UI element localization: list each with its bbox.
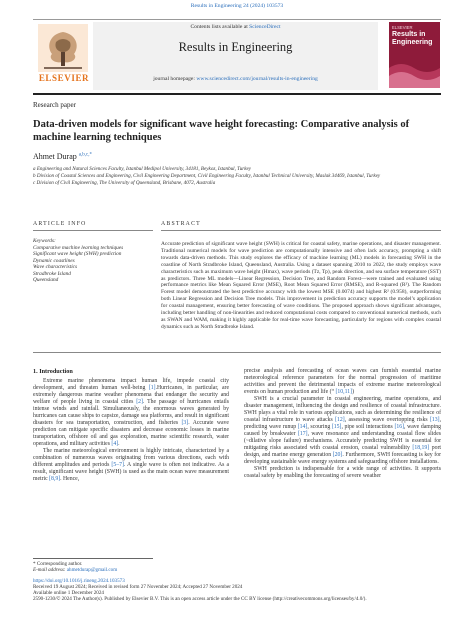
- citation-link[interactable]: [20]: [332, 452, 343, 458]
- doi-link[interactable]: https://doi.org/10.1016/j.rineng.2024.103573: [33, 577, 125, 584]
- intro-paragraph-2: [33, 448, 229, 483]
- homepage-prefix: journal homepage:: [153, 76, 195, 82]
- abstract-rule: [161, 230, 441, 231]
- affiliation-b: b Division of Coastal Sciences and Engineering, Civil Engineering Department, Civil Engineering Faculty, Istanbul Technical University, Maslak 34469, Istanbul, Turkey: [33, 173, 381, 179]
- article-info-heading: ARTICLE INFO: [33, 221, 87, 227]
- author-line: [33, 152, 92, 161]
- text-run: .: [118, 441, 120, 447]
- abstract-heading: ABSTRACT: [161, 221, 201, 227]
- text-run: port design, and marine energy generation: [244, 445, 441, 458]
- citation-link[interactable]: [15]: [331, 424, 342, 430]
- article-type: Research paper: [33, 101, 76, 109]
- text-run: ): [352, 389, 354, 395]
- text-run: .Hurricanes, in particular, are extremely dangerous marine weather phenomena that endanger the security and welfare of people living in coastal cities: [33, 385, 229, 405]
- text-run: precise analysis and forecasting of ocean waves can furnish essential marine meteorological reference parameters for the normal progression of maritime activities and prevent the detrimental impacts of extreme marine meteorological events on human production and life (“: [244, 368, 441, 395]
- email-link[interactable]: ahmetdurap@gmail.com: [66, 567, 118, 574]
- received-dates: Received 19 August 2024; Received in revised form 27 November 2024; Accepted 27 November 2024: [33, 583, 243, 590]
- text-run: The marine meteorological environment is highly intricate, characterized by a combination of numerous waves originating from various directions, each with different amplitudes and periods: [33, 448, 229, 468]
- abstract-text: Accurate prediction of significant wave height (SWH) is critical for coastal safety, marine operations, and disaster management. Traditional numerical models for wave prediction are computationally intensive and often lack accuracy, prompting a shift towards data-driven methods. This study explores the efficacy of machine learning (ML) models in forecasting SWH in the coastline of North Stradbroke Island, Queensland, Australia. Using a dataset spanning 2010 to 2022, the study employs wave characteristics such as maximum wave height (Hmax), wave periods (Tz, Tp), peak direction, and sea surface temperature (SST) as predictors. Three ML models—Linear Regression, Decision Tree, and Random Forest—were trained and evaluated using performance metrics like Mean Squared Error (MSE), Root Mean Squared Error (RMSE), and R-squared (R²). The Random Forest model demonstrated the best predictive accuracy with the lowest MSE (0.0074) and highest R² (0.958), outperforming both Linear Regression and Decision Tree models. This improvement in prediction accuracy supports the model’s application for coastal management, ensuring better forecasting of wave conditions. The proposed approach shows significant advantages, including better handling of non-linearities and reduced computational costs compared to conventional numerical methods, such as SWAN and WAM, making it highly applicable for real-time wave forecasting, particularly for regions with complex coastal dynamics such as North Stradbroke Island.: [161, 241, 441, 330]
- text-run: , predicting wave runup: [244, 417, 441, 430]
- article-info-rule: [33, 230, 153, 231]
- intro-paragraph-4: SWH prediction is indispensable for a wide range of activities. It supports coastal safety by enabling the forecasting of severe weather: [244, 466, 441, 479]
- citation-link[interactable]: [18,19]: [412, 445, 430, 451]
- intro-paragraph-3: [244, 396, 441, 466]
- text-run: , scouring: [307, 424, 332, 430]
- email-label: E-mail address:: [33, 567, 66, 574]
- text-run: , assessing wave overtopping risks: [344, 417, 430, 423]
- body-column-left: [33, 378, 229, 483]
- citation-link[interactable]: [2]: [136, 399, 143, 405]
- affiliation-c: c Division of Civil Engineering, The University of Queensland, Brisbane, 4072, Australia: [33, 180, 216, 186]
- citation-link[interactable]: [3]: [181, 420, 189, 426]
- corresponding-author-note: * Corresponding author.: [33, 561, 83, 567]
- intro-paragraph-cont: [244, 368, 441, 396]
- keywords-label: Keywords:: [33, 238, 56, 244]
- available-online: Available online 1 December 2024: [33, 590, 104, 597]
- keyword-item: Dynamic coastlines: [33, 257, 75, 264]
- footnotes: [33, 561, 441, 603]
- citation-link[interactable]: [14]: [297, 424, 308, 430]
- homepage-link[interactable]: www.sciencedirect.com/journal/results-in-engineering: [196, 76, 318, 82]
- text-run: . Hence,: [60, 476, 80, 482]
- footnote-rule: [33, 558, 153, 559]
- text-run: Extreme marine phenomena impact human life, impede coastal city development, and threaten human well-being: [33, 378, 229, 391]
- journal-cover[interactable]: [389, 22, 440, 88]
- journal-homepage: [93, 76, 378, 82]
- keyword-item: Stradbroke Island: [33, 270, 71, 277]
- license-line: 2590-1230/© 2024 The Author(s). Published by Elsevier B.V. This is an open access article under the CC BY license (http://creativecommons.org/licenses/by/4.0/).: [33, 596, 367, 603]
- body-column-right: [244, 368, 441, 480]
- journal-title[interactable]: Results in Engineering: [178, 40, 293, 54]
- citation-link[interactable]: [12]: [335, 417, 345, 423]
- text-run: , wave damping caused by breakwater: [244, 424, 441, 437]
- author-name[interactable]: Ahmet Durap: [33, 152, 77, 161]
- text-run: . A single wave is often not indicative. As a result, significant wave height (SWH) is used as the main ocean wave measurement metric: [33, 462, 229, 482]
- introduction-heading: 1. Introduction: [33, 368, 73, 375]
- journal-cover-waves-icon: [389, 58, 440, 88]
- abstract-end-rule: [33, 352, 441, 353]
- citation-link[interactable]: [17]: [297, 431, 308, 437]
- header-rule: [33, 93, 441, 95]
- article-title: Data-driven models for significant wave height forecasting: Comparative analysis of machine learning techniques: [33, 119, 410, 143]
- keyword-item: Queensland: [33, 277, 59, 283]
- contents-prefix: Contents lists available at: [190, 24, 248, 30]
- text-run: , pipe soil interactions: [341, 424, 395, 430]
- text-run: , wave resonance and understanding coastal flow slides (~dilative slope failure) mechanisms. Accurately predicting SWH is essential for mitigating risks associated with coastal erosion, coastal vulnerability: [244, 431, 441, 451]
- keywords-list: [33, 238, 153, 284]
- publisher-name: ELSEVIER: [38, 73, 90, 83]
- running-head: Results in Engineering 24 (2024) 103573: [190, 3, 284, 9]
- affiliation-a: a Engineering and Natural Sciences Faculty, Istanbul Medipol University, 34181, Beykoz, Istanbul, Turkey: [33, 166, 252, 172]
- text-run: . Accurate wave prediction can mitigate specific disasters and decrease economic losses in marine transportation, offshore oil and gas exploration, marine scientific research, water operations, and military activities: [33, 420, 229, 447]
- citation-link[interactable]: [8,9]: [49, 476, 61, 482]
- cover-title: Results in Engineering: [392, 31, 433, 46]
- citation-link[interactable]: [4]: [111, 441, 119, 447]
- sciencedirect-link[interactable]: ScienceDirect: [249, 24, 281, 30]
- keyword-item: Wave characteristics: [33, 264, 78, 270]
- text-run: . Furthermore, SWH forecasting is key for developing sustainable wave energy systems and safeguarding offshore installations.: [244, 452, 441, 465]
- text-run: . The passage of hurricanes entails intense winds and rainfall. Simultaneously, the enormous waves generated by hurricanes can cause ships to capsize, damage sea platforms, and result in significant disasters for sea transportation, construction, and fisheries: [33, 399, 230, 426]
- citation-link[interactable]: [13]: [429, 417, 440, 423]
- text-run: SWH is a crucial parameter in coastal engineering, marine operations, and disaster management, influencing the design and resilience of coastal infrastructure. SWH plays a vital role in various applications, such as determining the resilience of coastal infrastructure to wave attacks: [244, 396, 441, 423]
- citation-link[interactable]: [10,11]: [335, 389, 353, 395]
- author-affiliation-marks[interactable]: a,b,c,*: [78, 152, 92, 158]
- elsevier-tree-logo-icon: [38, 24, 88, 72]
- intro-paragraph-1: [33, 378, 229, 448]
- keyword-item: Comparative machine learning techniques: [33, 244, 124, 251]
- citation-link[interactable]: [1]: [148, 385, 156, 391]
- keyword-item: Significant wave height (SWH) prediction: [33, 251, 122, 257]
- cover-publisher: ELSEVIER: [392, 25, 413, 30]
- citation-link[interactable]: [16]: [394, 424, 405, 430]
- contents-line: [93, 24, 378, 30]
- citation-link[interactable]: [5–7]: [111, 462, 124, 468]
